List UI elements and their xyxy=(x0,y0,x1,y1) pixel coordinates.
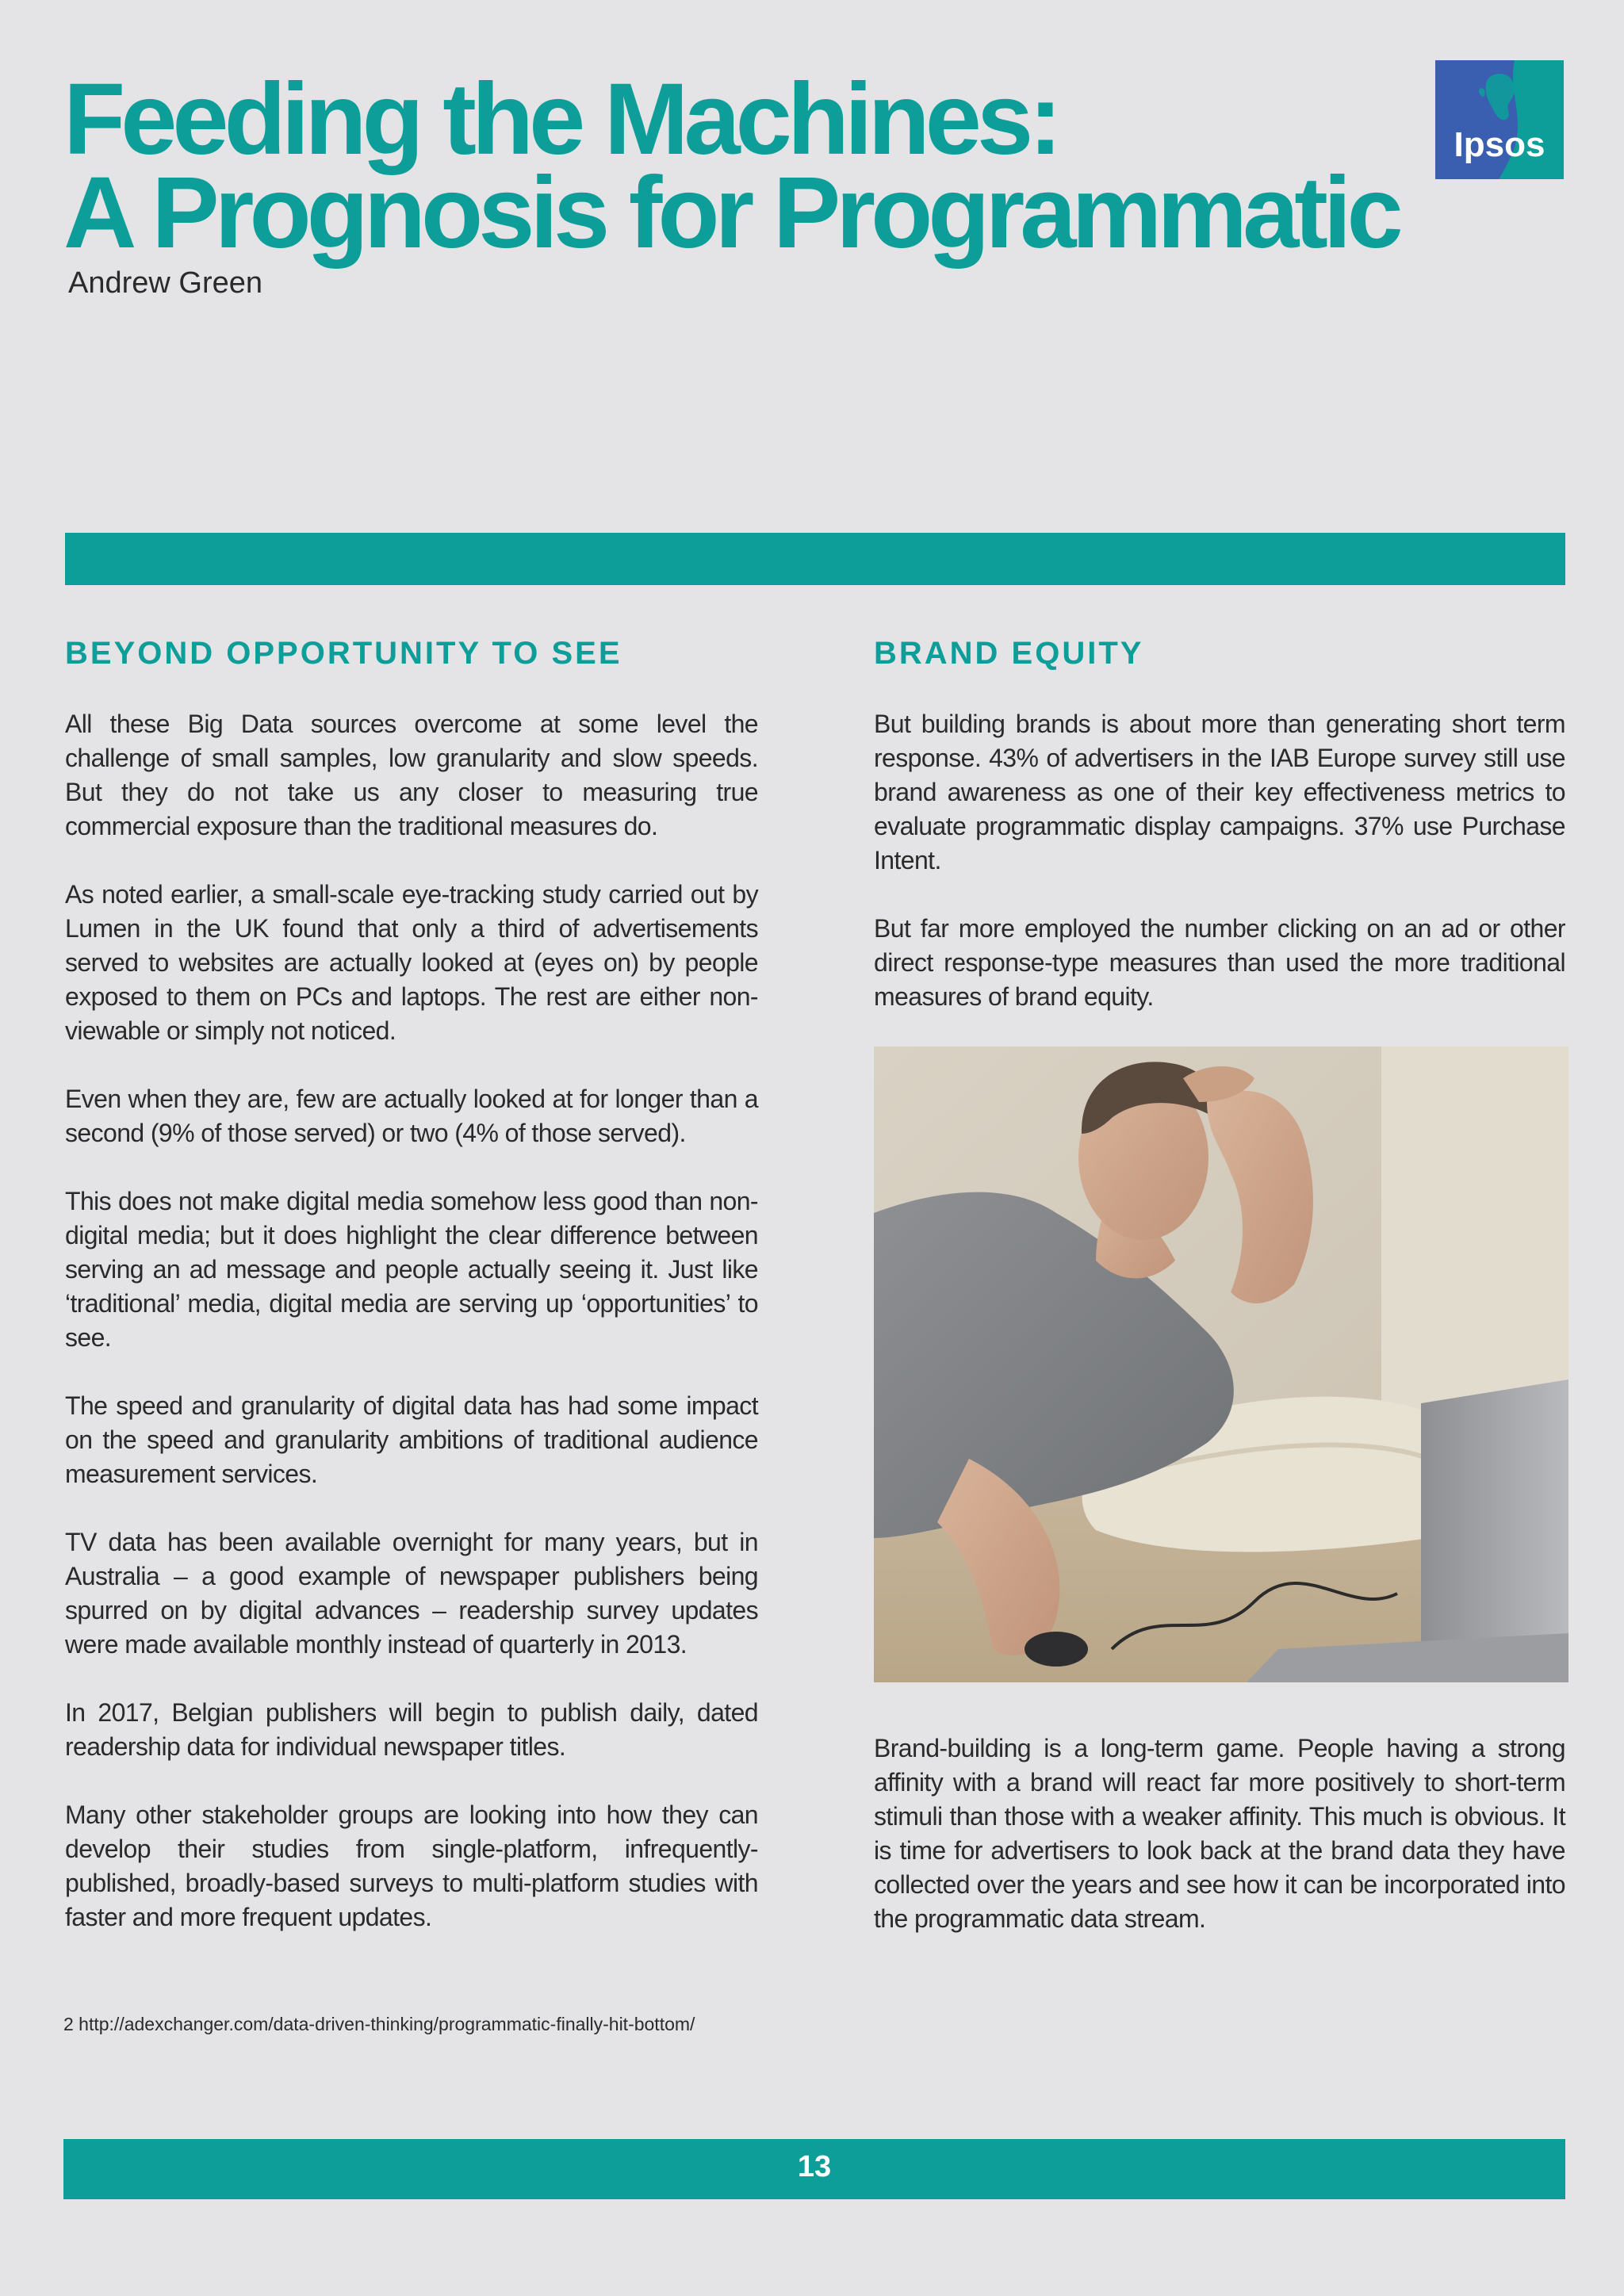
body-paragraph: But far more employed the number clicking on an ad or other direct response-type measures than used the more traditional measures of brand equity. xyxy=(874,914,1565,1011)
right-column-lower xyxy=(874,1732,1565,1970)
body-paragraph: All these Big Data sources overcome at some level the challenge of small samples, low granularity and slow speeds. But they do not take us any closer to measuring true commercial exposure than the traditional measures do. xyxy=(65,710,758,840)
left-column xyxy=(65,633,758,1969)
body-paragraph: In 2017, Belgian publishers will begin to publish daily, dated readership data for individual newspaper titles. xyxy=(65,1698,758,1761)
logo-wordmark: Ipsos xyxy=(1454,125,1545,164)
body-paragraph: Brand-building is a long-term game. People having a strong affinity with a brand will react far more positively to short-term stimuli than those with a weaker affinity. This much is obvious. It is time for advertisers to look back at the brand data they have collected over the years and see how it can be incorporated into the programmatic data stream. xyxy=(874,1734,1565,1933)
ipsos-logo xyxy=(1435,60,1564,179)
section-heading-brand-equity: BRAND EQUITY xyxy=(874,636,1144,671)
footnote: 2 http://adexchanger.com/data-driven-thinking/programmatic-finally-hit-bottom/ xyxy=(63,2014,695,2034)
photo-illustration xyxy=(874,1047,1568,1682)
header-divider-band xyxy=(65,533,1565,585)
body-paragraph: This does not make digital media somehow less good than non-digital media; but it does highlight the clear difference between serving an ad message and people actually seeing it. Just like ‘traditional’ media, digital media are serving up ‘opportunities’ to see. xyxy=(65,1187,758,1352)
man-with-laptop-photo xyxy=(874,1047,1568,1682)
page-number: 13 xyxy=(797,2150,832,2183)
body-paragraph: As noted earlier, a small-scale eye-tracking study carried out by Lumen in the UK found that only a third of advertisements served to websites are actually looked at (eyes on) by people exposed to them on PCs and laptops. The rest are either non-viewable or simply not noticed. xyxy=(65,880,758,1045)
article-title-line-2: A Prognosis for Programmatic xyxy=(63,156,1399,270)
footer-band xyxy=(63,2139,1565,2199)
article-title xyxy=(63,63,1411,270)
body-paragraph: Many other stakeholder groups are looking into how they can develop their studies from single-platform, infrequently-published, broadly-based surveys to multi-platform studies with faster and more frequent updates. xyxy=(65,1800,758,1931)
body-paragraph: But building brands is about more than generating short term response. 43% of advertisers in the IAB Europe survey still use brand awareness as one of their key effectiveness metrics to evaluate programmatic display campaigns. 37% use Purchase Intent. xyxy=(874,710,1565,874)
section-heading-beyond-opportunity: BEYOND OPPORTUNITY TO SEE xyxy=(65,636,622,671)
body-paragraph: TV data has been available overnight for many years, but in Australia – a good example of newspaper publishers being spurred on by digital advances – readership survey updates were made available monthly instead of quarterly in 2013. xyxy=(65,1528,758,1659)
author-name: Andrew Green xyxy=(68,266,263,300)
body-paragraph: The speed and granularity of digital data has had some impact on the speed and granularity ambitions of traditional audience measurement services. xyxy=(65,1391,758,1488)
article-title-line-1: Feeding the Machines: xyxy=(63,63,1058,176)
right-column xyxy=(874,633,1565,1048)
body-paragraph: Even when they are, few are actually looked at for longer than a second (9% of those served) or two (4% of those served). xyxy=(65,1085,758,1147)
